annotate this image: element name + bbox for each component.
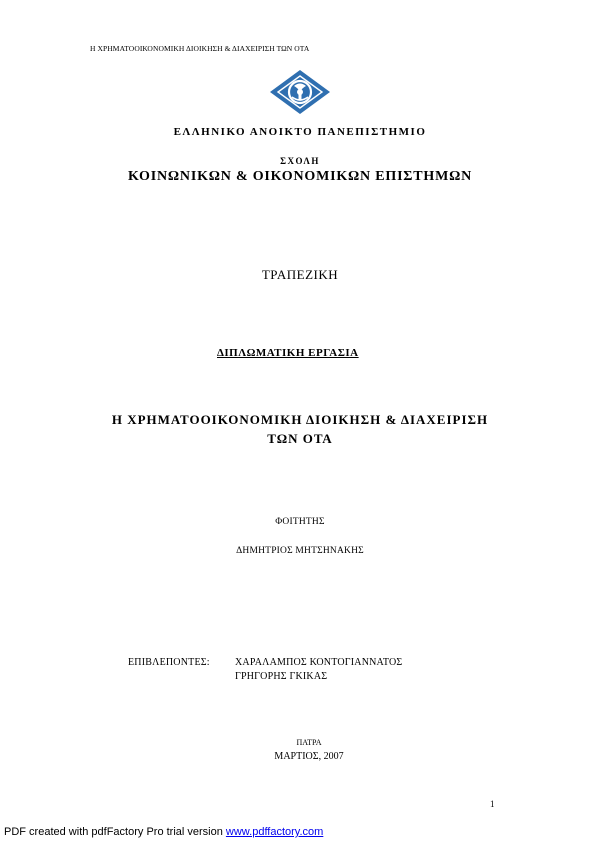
student-name: ΔΗΜΗΤΡΙΟΣ ΜΗΤΣΗΝΑΚΗΣ (236, 546, 364, 556)
student-label: ΦΟΙΤΗΤΗΣ (275, 517, 325, 527)
supervisor-name: ΧΑΡΑΛΑΜΠΟΣ ΚΟΝΤΟΓΙΑΝΝΑΤΟΣ (235, 657, 403, 668)
thesis-title (0, 410, 600, 448)
supervisor-name: ΓΡΗΓΟΡΗΣ ΓΚΙΚΑΣ (235, 671, 328, 682)
university-name: ΕΛΛΗΝΙΚΟ ΑΝΟΙΚΤΟ ΠΑΝΕΠΙΣΤΗΜΙΟ (173, 126, 427, 138)
university-logo-icon (269, 69, 331, 115)
thesis-title-line-2: ΤΩΝ ΟΤΑ (267, 431, 333, 446)
school-label: ΣΧΟΛΗ (280, 156, 320, 166)
supervisors-label: ΕΠΙΒΛΕΠΟΝΤΕΣ: (128, 657, 210, 668)
pdf-footer-text: PDF created with pdfFactory Pro trial version (4, 826, 226, 838)
school-name: ΚΟΙΝΩΝΙΚΩΝ & ΟΙΚΟΝΟΜΙΚΩΝ ΕΠΙΣΤΗΜΩΝ (127, 169, 473, 184)
running-header: Η ΧΡΗΜΑΤΟΟΙΚΟΝΟΜΙΚΗ ΔΙΟΙΚΗΣΗ & ΔΙΑΧΕΙΡΙΣΗ ΤΩΝ ΟΤΑ (90, 44, 310, 53)
department-name: ΤΡΑΠΕΖΙΚΗ (261, 267, 339, 282)
pdffactory-link[interactable]: www.pdffactory.com (225, 826, 324, 838)
city: ΠΑΤΡΑ (296, 738, 322, 747)
thesis-type: ΔΙΠΛΩΜΑΤΙΚΗ ΕΡΓΑΣΙΑ (217, 347, 359, 359)
date: ΜΑΡΤΙΟΣ, 2007 (274, 751, 344, 762)
pdf-footer (4, 826, 323, 838)
page-number: 1 (490, 799, 495, 809)
thesis-title-line-1: Η ΧΡΗΜΑΤΟΟΙΚΟΝΟΜΙΚΗ ΔΙΟΙΚΗΣΗ & ΔΙΑΧΕΙΡΙΣΗ (111, 412, 489, 427)
